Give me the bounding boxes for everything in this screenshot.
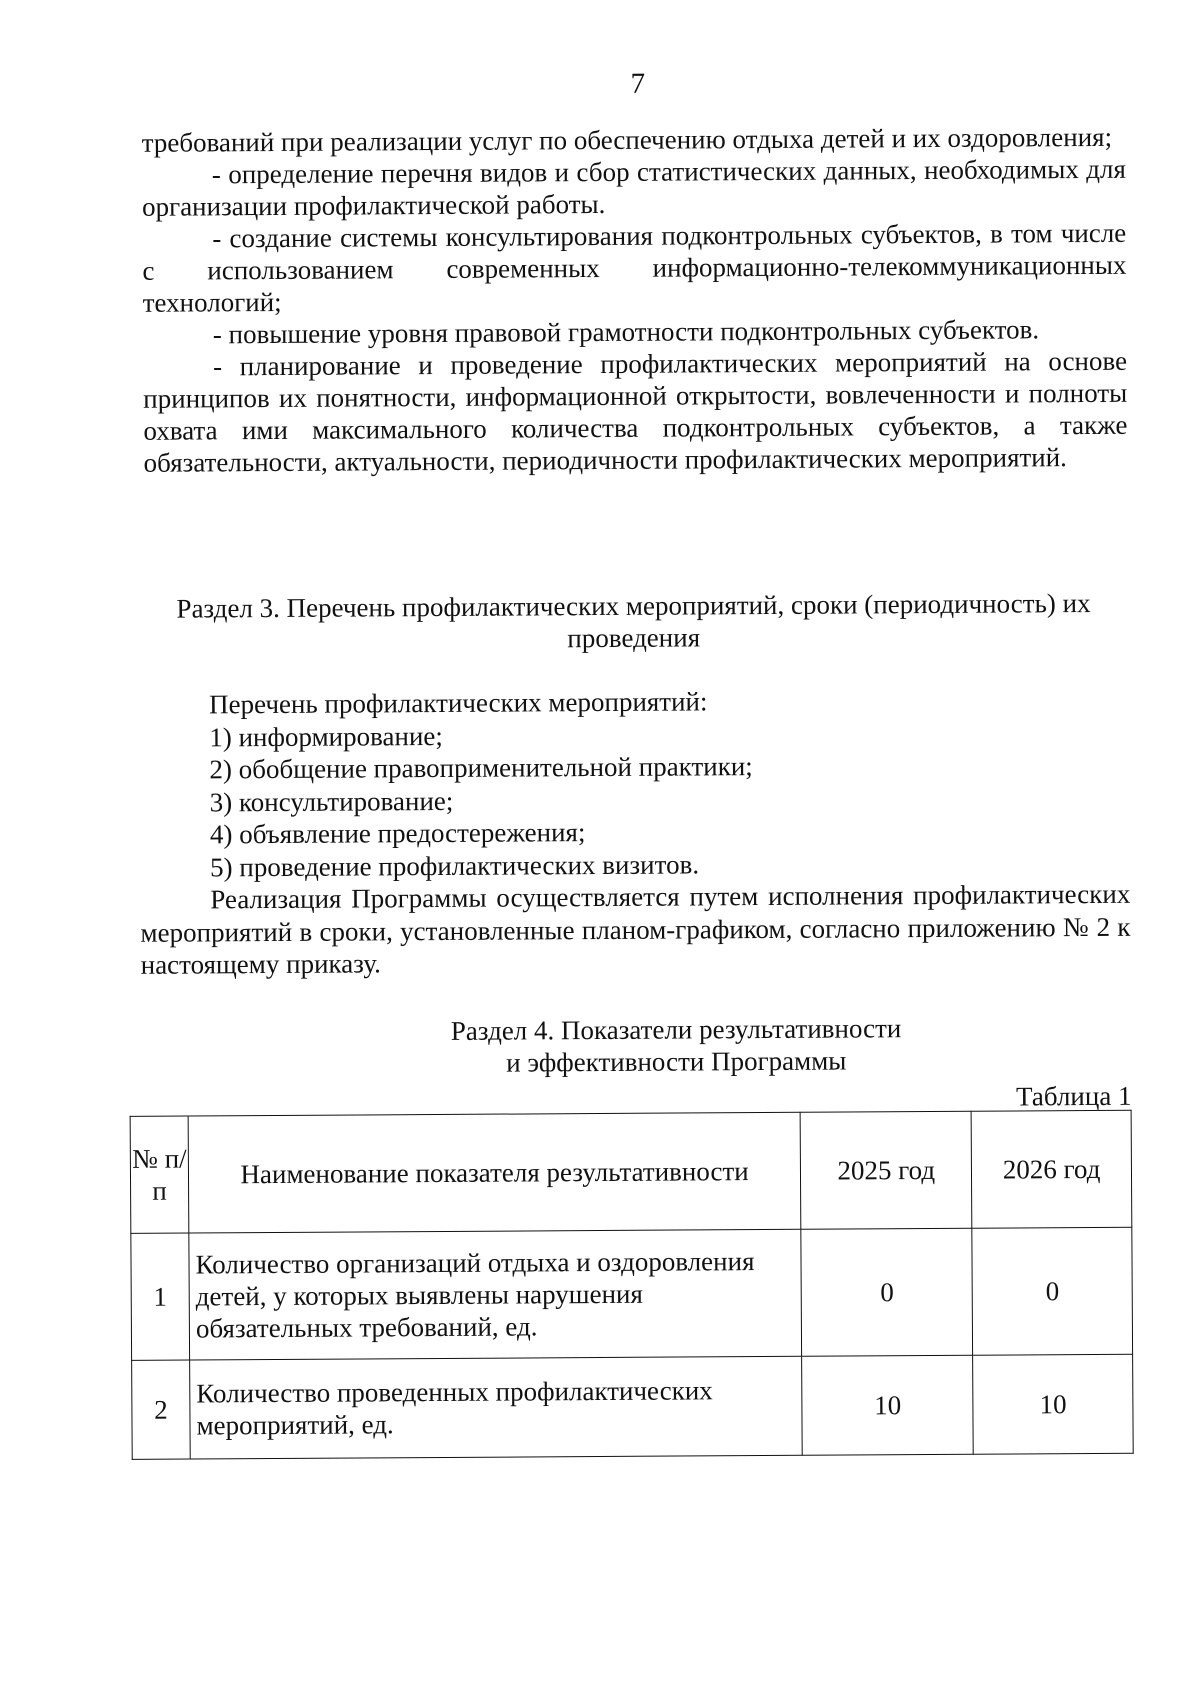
row-value-2026: 0 — [972, 1227, 1132, 1355]
section-3-content — [139, 683, 1131, 982]
page-number: 7 — [630, 67, 646, 100]
list-item: 4) объявление предостережения; — [209, 817, 586, 850]
header-year-2025: 2025 год — [800, 1111, 972, 1229]
header-number: № п/п — [130, 1116, 189, 1233]
table-row — [131, 1227, 1133, 1360]
section-3-heading: Раздел 3. Перечень профилактических мероприятий, сроки (периодичность) их проведения — [176, 587, 1091, 654]
table-header-row — [130, 1110, 1132, 1233]
row-number: 1 — [131, 1233, 190, 1360]
header-year-2026: 2026 год — [972, 1110, 1132, 1228]
row-number: 2 — [132, 1360, 191, 1459]
section-4-heading — [141, 1010, 1200, 1081]
header-indicator-name: Наименование показателя результативности — [188, 1112, 801, 1233]
table-row — [132, 1354, 1134, 1459]
row-indicator-name: Количество проведенных профилактических мероприятий, ед. — [190, 1356, 803, 1459]
section-4-heading-line-2: и эффективности Программы — [506, 1045, 847, 1078]
paragraph-continuation: требований при реализации услуг по обеспечению отдыха детей и их оздоровления; — [141, 121, 1113, 158]
list-item: 2) обобщение правоприменительной практики; — [209, 751, 753, 785]
paragraph-planning: - планирование и проведение профилактических мероприятий на основе принципов их понятности, информационной открытости, вовлеченности и полноты охвата ими максимального количества подконтрольных субъектов, а также обязательности, актуальности, периодичности профилактических мероприятий. — [143, 345, 1128, 478]
list-item: 3) консультирование; — [209, 785, 454, 817]
list-item: 1) информирование; — [209, 720, 443, 752]
row-indicator-name: Количество организаций отдыха и оздоровления детей, у которых выявлены нарушения обязательных требований, ед. — [189, 1229, 802, 1360]
row-value-2025: 10 — [802, 1355, 974, 1455]
body-text — [142, 121, 1128, 479]
paragraph-consulting-system: - создание системы консультирования подконтрольных субъектов, в том числе с использованием современных информационно-телекоммуникационных технологий; — [142, 217, 1127, 318]
measures-list-intro: Перечень профилактических мероприятий: — [209, 686, 708, 720]
indicators-table — [130, 1110, 1134, 1460]
row-value-2026: 10 — [973, 1354, 1133, 1454]
implementation-paragraph: Реализация Программы осуществляется путем исполнения профилактических мероприятий в сроки, установленные планом-графиком, согласно приложению № 2 к настоящему приказу. — [140, 878, 1131, 980]
table-caption: Таблица 1 — [1015, 1080, 1132, 1112]
paragraph-legal-literacy: - повышение уровня правовой грамотности подконтрольных субъектов. — [212, 314, 1040, 350]
row-value-2025: 0 — [801, 1228, 973, 1356]
paragraph-statistics: - определение перечня видов и сбор статистических данных, необходимых для организации профилактической работы. — [141, 153, 1126, 222]
list-item: 5) проведение профилактических визитов. — [210, 848, 700, 882]
section-4-heading-line-1: Раздел 4. Показатели результативности — [450, 1013, 902, 1046]
